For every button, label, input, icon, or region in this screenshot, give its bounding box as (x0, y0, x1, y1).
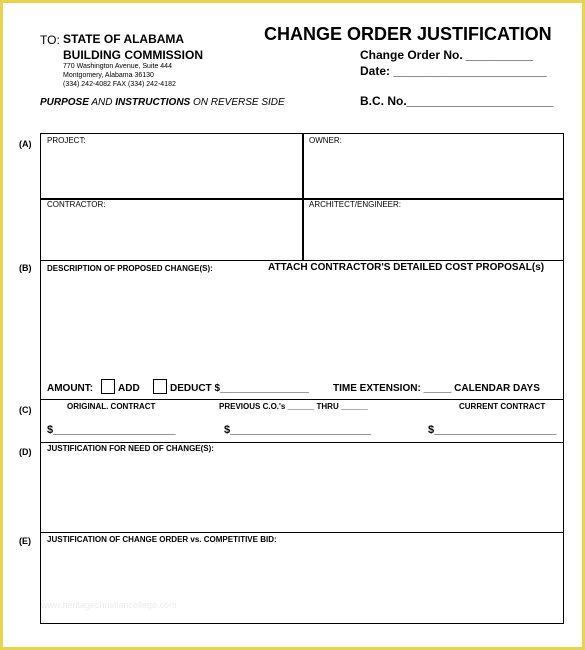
instructions-word: INSTRUCTIONS (115, 97, 191, 108)
section-b: (B) (19, 263, 32, 273)
architect-label: ARCHITECT/ENGINEER: (309, 200, 402, 209)
current-amount: $____________________ (428, 424, 557, 436)
section-a-divider-v (302, 133, 304, 261)
description-label: DESCRIPTION OF PROPOSED CHANGE(S): (47, 264, 213, 273)
purpose-and: AND (88, 97, 116, 108)
section-e: (E) (19, 536, 31, 546)
date-field: Date: _______________________ (360, 64, 547, 78)
section-a: (A) (19, 139, 32, 149)
address-line2: Montgomery, Alabama 36130 (63, 72, 154, 79)
purpose-word: PURPOSE (40, 97, 89, 108)
form-page (3, 3, 582, 647)
add-checkbox[interactable] (101, 379, 115, 394)
previous-amount: $_______________________ (224, 424, 371, 436)
org-name-line1: STATE OF ALABAMA (63, 32, 185, 46)
original-amount: $____________________ (47, 424, 176, 436)
justification-need-label: JUSTIFICATION FOR NEED OF CHANGE(S): (47, 444, 214, 453)
deduct-checkbox[interactable] (153, 379, 167, 394)
change-order-no: Change Order No. __________ (360, 48, 533, 62)
contractor-label: CONTRACTOR: (47, 200, 106, 209)
current-contract-label: CURRENT CONTRACT (459, 402, 546, 411)
purpose-note (40, 97, 285, 108)
attach-proposal-note: ATTACH CONTRACTOR'S DETAILED COST PROPOSAL(s) (268, 262, 545, 273)
original-contract-label: ORIGINAL. CONTRACT (67, 402, 156, 411)
project-label: PROJECT: (47, 136, 86, 145)
address-line1: 770 Washington Avenue, Suite 444 (63, 63, 172, 70)
previous-cos-label: PREVIOUS C.O.'s ______ THRU ______ (219, 402, 368, 411)
bc-no: B.C. No.______________________ (360, 94, 554, 108)
section-a-divider-h (40, 198, 564, 200)
section-c: (C) (19, 405, 32, 415)
org-name-line2: BUILDING COMMISSION (63, 48, 203, 62)
watermark: www.heritagechristiancollege.com (41, 600, 177, 610)
add-label: ADD (118, 383, 140, 394)
reverse-side: ON REVERSE SIDE (190, 97, 285, 108)
section-b-box (40, 260, 564, 400)
amount-label: AMOUNT: (47, 383, 94, 394)
justification-competitive-label: JUSTIFICATION OF CHANGE ORDER vs. COMPETITIVE BID: (47, 535, 277, 544)
section-e-box (40, 532, 564, 624)
phone-fax: (334) 242-4082 FAX (334) 242-4182 (63, 81, 176, 88)
to-label: TO: (40, 33, 60, 47)
time-extension: TIME EXTENSION: _____ CALENDAR DAYS (333, 383, 540, 394)
page-title: CHANGE ORDER JUSTIFICATION (264, 24, 552, 44)
owner-label: OWNER: (309, 136, 342, 145)
deduct-amount: DEDUCT $________________ (170, 383, 309, 394)
section-d-box (40, 442, 564, 533)
section-d: (D) (19, 447, 32, 457)
